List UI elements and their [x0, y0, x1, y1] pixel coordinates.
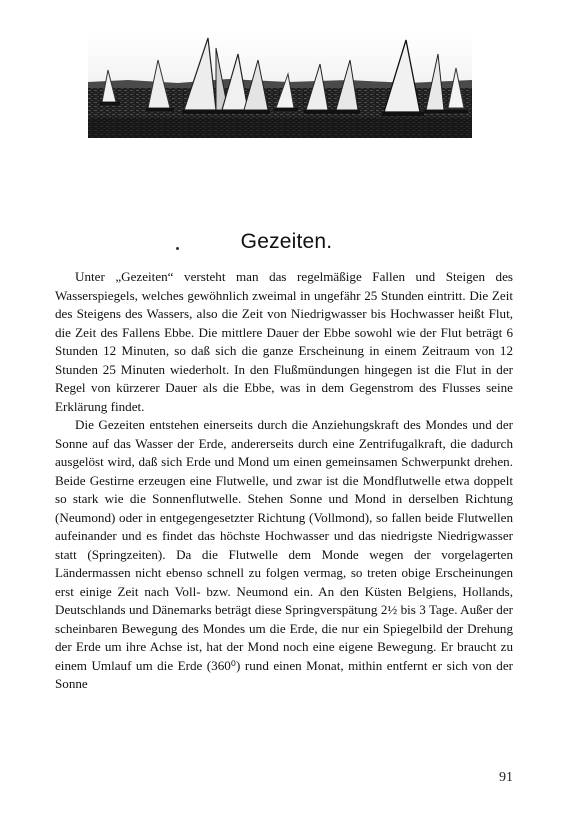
paragraph-origin: Die Gezeiten entstehen einerseits durch die Anziehungskraft des Mondes und der Sonne auf das Wasser der Erde, andererseits durch eine Zentrifugalkraft, die dadurch ausgelöst wird, daß sich Erde und Mond um einen gemeinsamen Schwerpunkt drehen. Beide Gestirne erzeugen eine Flutwelle, und zwar ist die Mondflutwelle etwa doppelt so stark wie die Sonnenflutwelle. Stehen Sonne und Mond in derselben Richtung (Neumond) oder in entgegengesetzter Richtung (Vollmond), so fallen beide Flutwellen aufeinander und es findet das höchste Hochwasser und das niedrigste Niedrigwasser statt (Springzeiten). Da die Flutwelle dem Monde wegen der vorgelagerten Ländermassen nicht ebenso schnell zu folgen vermag, so treten obige Erscheinungen erst einige Zeit nach Voll- bzw. Neumond ein. An den Küsten Belgiens, Hollands, Deutschlands und Dänemarks beträgt diese Springverspätung 2½ bis 3 Tage. Außer der scheinbaren Bewegung des Mondes um die Erde, die nur ein Spiegelbild der Drehung der Erde um ihre Achse ist, hat der Mond noch eine eigene Bewegung. Er braucht zu einem Umlauf um die Erde (360⁰) rund einen Monat, mithin entfernt er sich von der Sonne	[55, 417, 513, 691]
sailboats-photo	[88, 30, 472, 138]
page-number: 91	[499, 770, 513, 785]
paragraph-intro: Unter „Gezeiten“ versteht man das regelmäßige Fallen und Steigen des Wasserspiegels, welches gewöhnlich zweimal in ungefähr 25 Stunden eintritt. Die Zeit des Steigens des Wassers, also die Zeit von Niedrigwasser bis Hochwasser heißt Flut, die Zeit des Fallens Ebbe. Die mittlere Dauer der Ebbe sowohl wie der Flut beträgt 6 Stunden 12 Minuten, so daß sich die ganze Erscheinung in einem Zeitraum von 12 Stunden 25 Minuten wiederholt. In den Flußmündungen hingegen ist die Flut in der Regel von kürzerer Dauer als die Ebbe, was in dem Gegenstrom des Flusses seine Erklärung findet.	[55, 269, 513, 414]
page-title: Gezeiten.	[240, 230, 333, 253]
body-text	[55, 268, 513, 694]
